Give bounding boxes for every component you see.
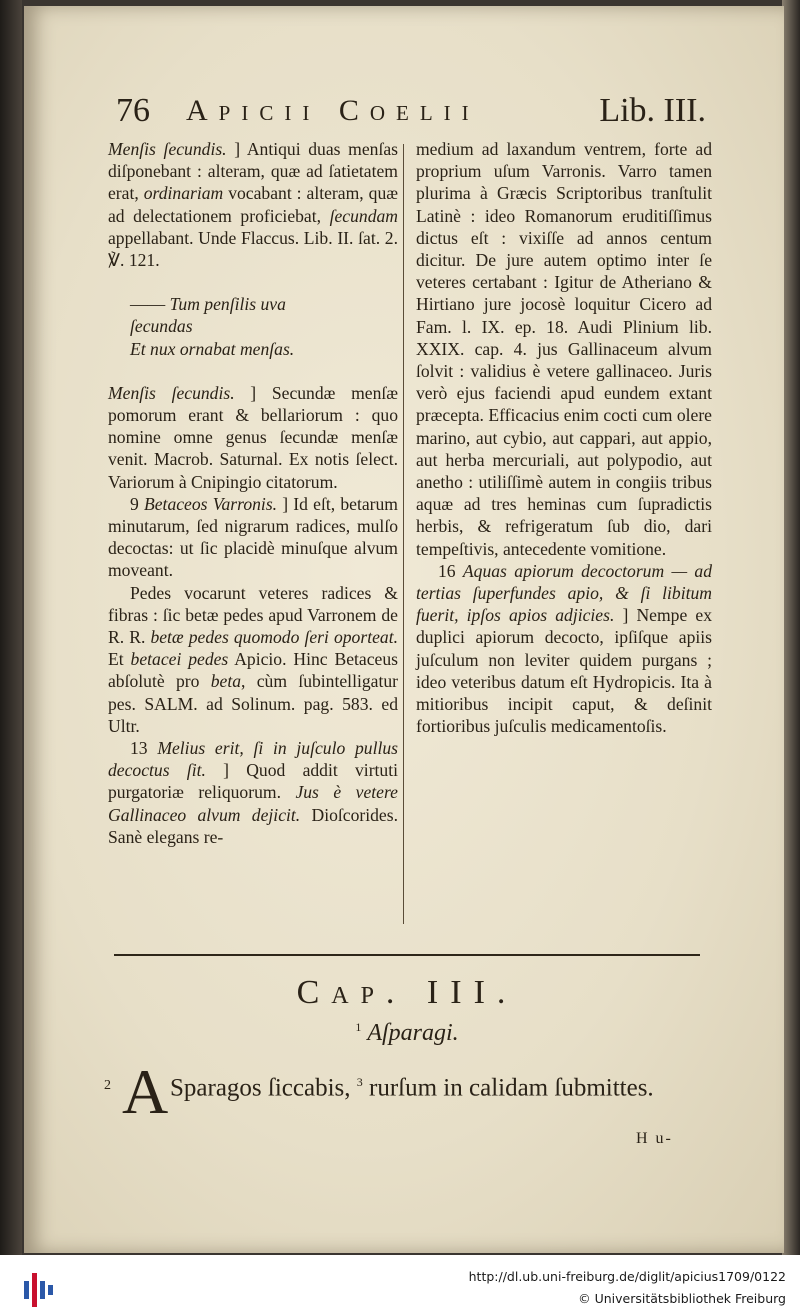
library-logo-icon — [18, 1269, 58, 1309]
paragraph: Et nux ornabat menſas. — [130, 338, 295, 359]
footnote-marker: 3 — [356, 1075, 363, 1089]
scan-right-edge — [782, 0, 800, 1255]
footnote-marker: 2 — [104, 1078, 111, 1093]
running-head — [116, 92, 706, 132]
recipe-text — [170, 1066, 710, 1104]
paragraph: —— Tum penſilis uva — [130, 294, 286, 315]
viewer-footer — [0, 1255, 800, 1315]
paragraph: Menſis ſecundis. ] Antiqui duas menſas diſponebant : alteram, quæ ad ſatietatem erat, ordinariam vocabant : alteram, quæ ad delectationem proficiebat, ſecundam appellabant. Unde Flaccus. Lib. II. ſat. 2. ℣. 121. — [108, 139, 398, 271]
scan-left-edge — [0, 0, 22, 1255]
permalink[interactable]: http://dl.ub.uni-freiburg.de/diglit/apicius1709/0122 — [468, 1269, 786, 1284]
paragraph: Pedes vocarunt veteres radices & fibras : ſic betæ pedes apud Varronem de R. R. betæ pedes quomodo ſeri oporteat. Et betacei pedes Apicio. Hinc Betaceus abſolutè pro beta, cùm ſubintelligatur pes. SALM. ad Solinum. pag. 583. ed Ultr. — [108, 582, 398, 736]
book-page — [24, 6, 784, 1253]
paragraph: 13 Melius erit, ſi in juſculo pullus decoctus ſit. ] Quod addit virtuti purgatoriæ reliquorum. Jus è vetere Gallinaceo alvum dejicit. Dioſcorides. Sanè elegans re- — [108, 738, 399, 847]
paragraph: ſecundas — [130, 316, 193, 337]
paragraph: 16 Aquas apiorum decoctorum — ad tertias ſuperfundes apio, & ſi libitum fuerit, ipſos apios adjicies. ] Nempe ex duplici apiorum decocto, ipſiſque apiis juſculum non leviter quidem purgans ; ideo veteribus datum eſt Hydropicis. Ita à mitioribus incipit caput, & deſinit fortioribus juſculis medicamentoſis. — [416, 560, 713, 737]
drop-capital: A — [122, 1056, 169, 1127]
chapter-subtitle: Aſparagi. — [367, 1020, 459, 1046]
paragraph: Menſis ſecundis. ] Secundæ menſæ pomorum erant & bellariorum : quo nomine omne genus ſecundæ menſæ venit. Macrob. Saturnal. Ex notis ſelect. Variorum à Cnipingio citatorum. — [108, 382, 398, 492]
recipe-text-part2: rurſum in calidam ſubmittes. — [369, 1074, 654, 1102]
recipe-text-part1: Sparagos ſiccabis, — [170, 1074, 351, 1102]
column-rule — [403, 144, 404, 924]
page-number: 76 — [116, 92, 150, 129]
chapter-subheading — [114, 1020, 700, 1047]
paragraph-gap — [108, 360, 398, 382]
paragraph: medium ad laxandum ventrem, forte ad proprium uſum Varronis. Varro tamen plurima à Græcis Scriptoribus tranſtulit Latinè : ideo Romanorum eruditiſſimus dictus eſt : vixiſſe ad annos centum dicitur. De jure autem optimo inter ſe veteres certabant : Igitur de Atheriano & Hirtiano jure jocosè loquitur Cicero ad Fam. l. IX. ep. 18. Audi Plinium lib. XXIX. cap. 4. jus Gallinaceum alvum ſolvit : validius è vetere gallinaceo. Juris verò ejus faciendi apud eundem extant præcepta. Efficacius enim cocti cum olere marino, aut cybio, aut cappari, aut appio, aut herba mercuriali, aut polypodio, aut anetho : utiliſſimè autem in congiis tribus aquæ ad tres heminas cum ſupradictis herbis, & refrigeratum ſub dio, dari tempeſtivis, antecedente vomitione. — [416, 139, 712, 559]
book-label: Lib. III. — [599, 92, 706, 129]
running-title: Apicii Coelii — [186, 94, 480, 127]
section-divider — [114, 954, 700, 956]
footnote-marker: 1 — [355, 1020, 362, 1034]
paragraph: 9 Betaceos Varronis. ] Id eſt, betarum minutarum, ſed nigrarum radices, mulſo decoctas: ut ſic placidè minuſque alvum moveant. — [108, 493, 398, 581]
catchword: H u- — [636, 1130, 673, 1147]
left-column — [108, 138, 398, 848]
copyright-notice: © Universitätsbibliothek Freiburg — [578, 1291, 786, 1306]
chapter-heading: Cap. III. — [296, 974, 518, 1011]
right-column — [416, 138, 712, 737]
paragraph-gap — [108, 271, 398, 293]
